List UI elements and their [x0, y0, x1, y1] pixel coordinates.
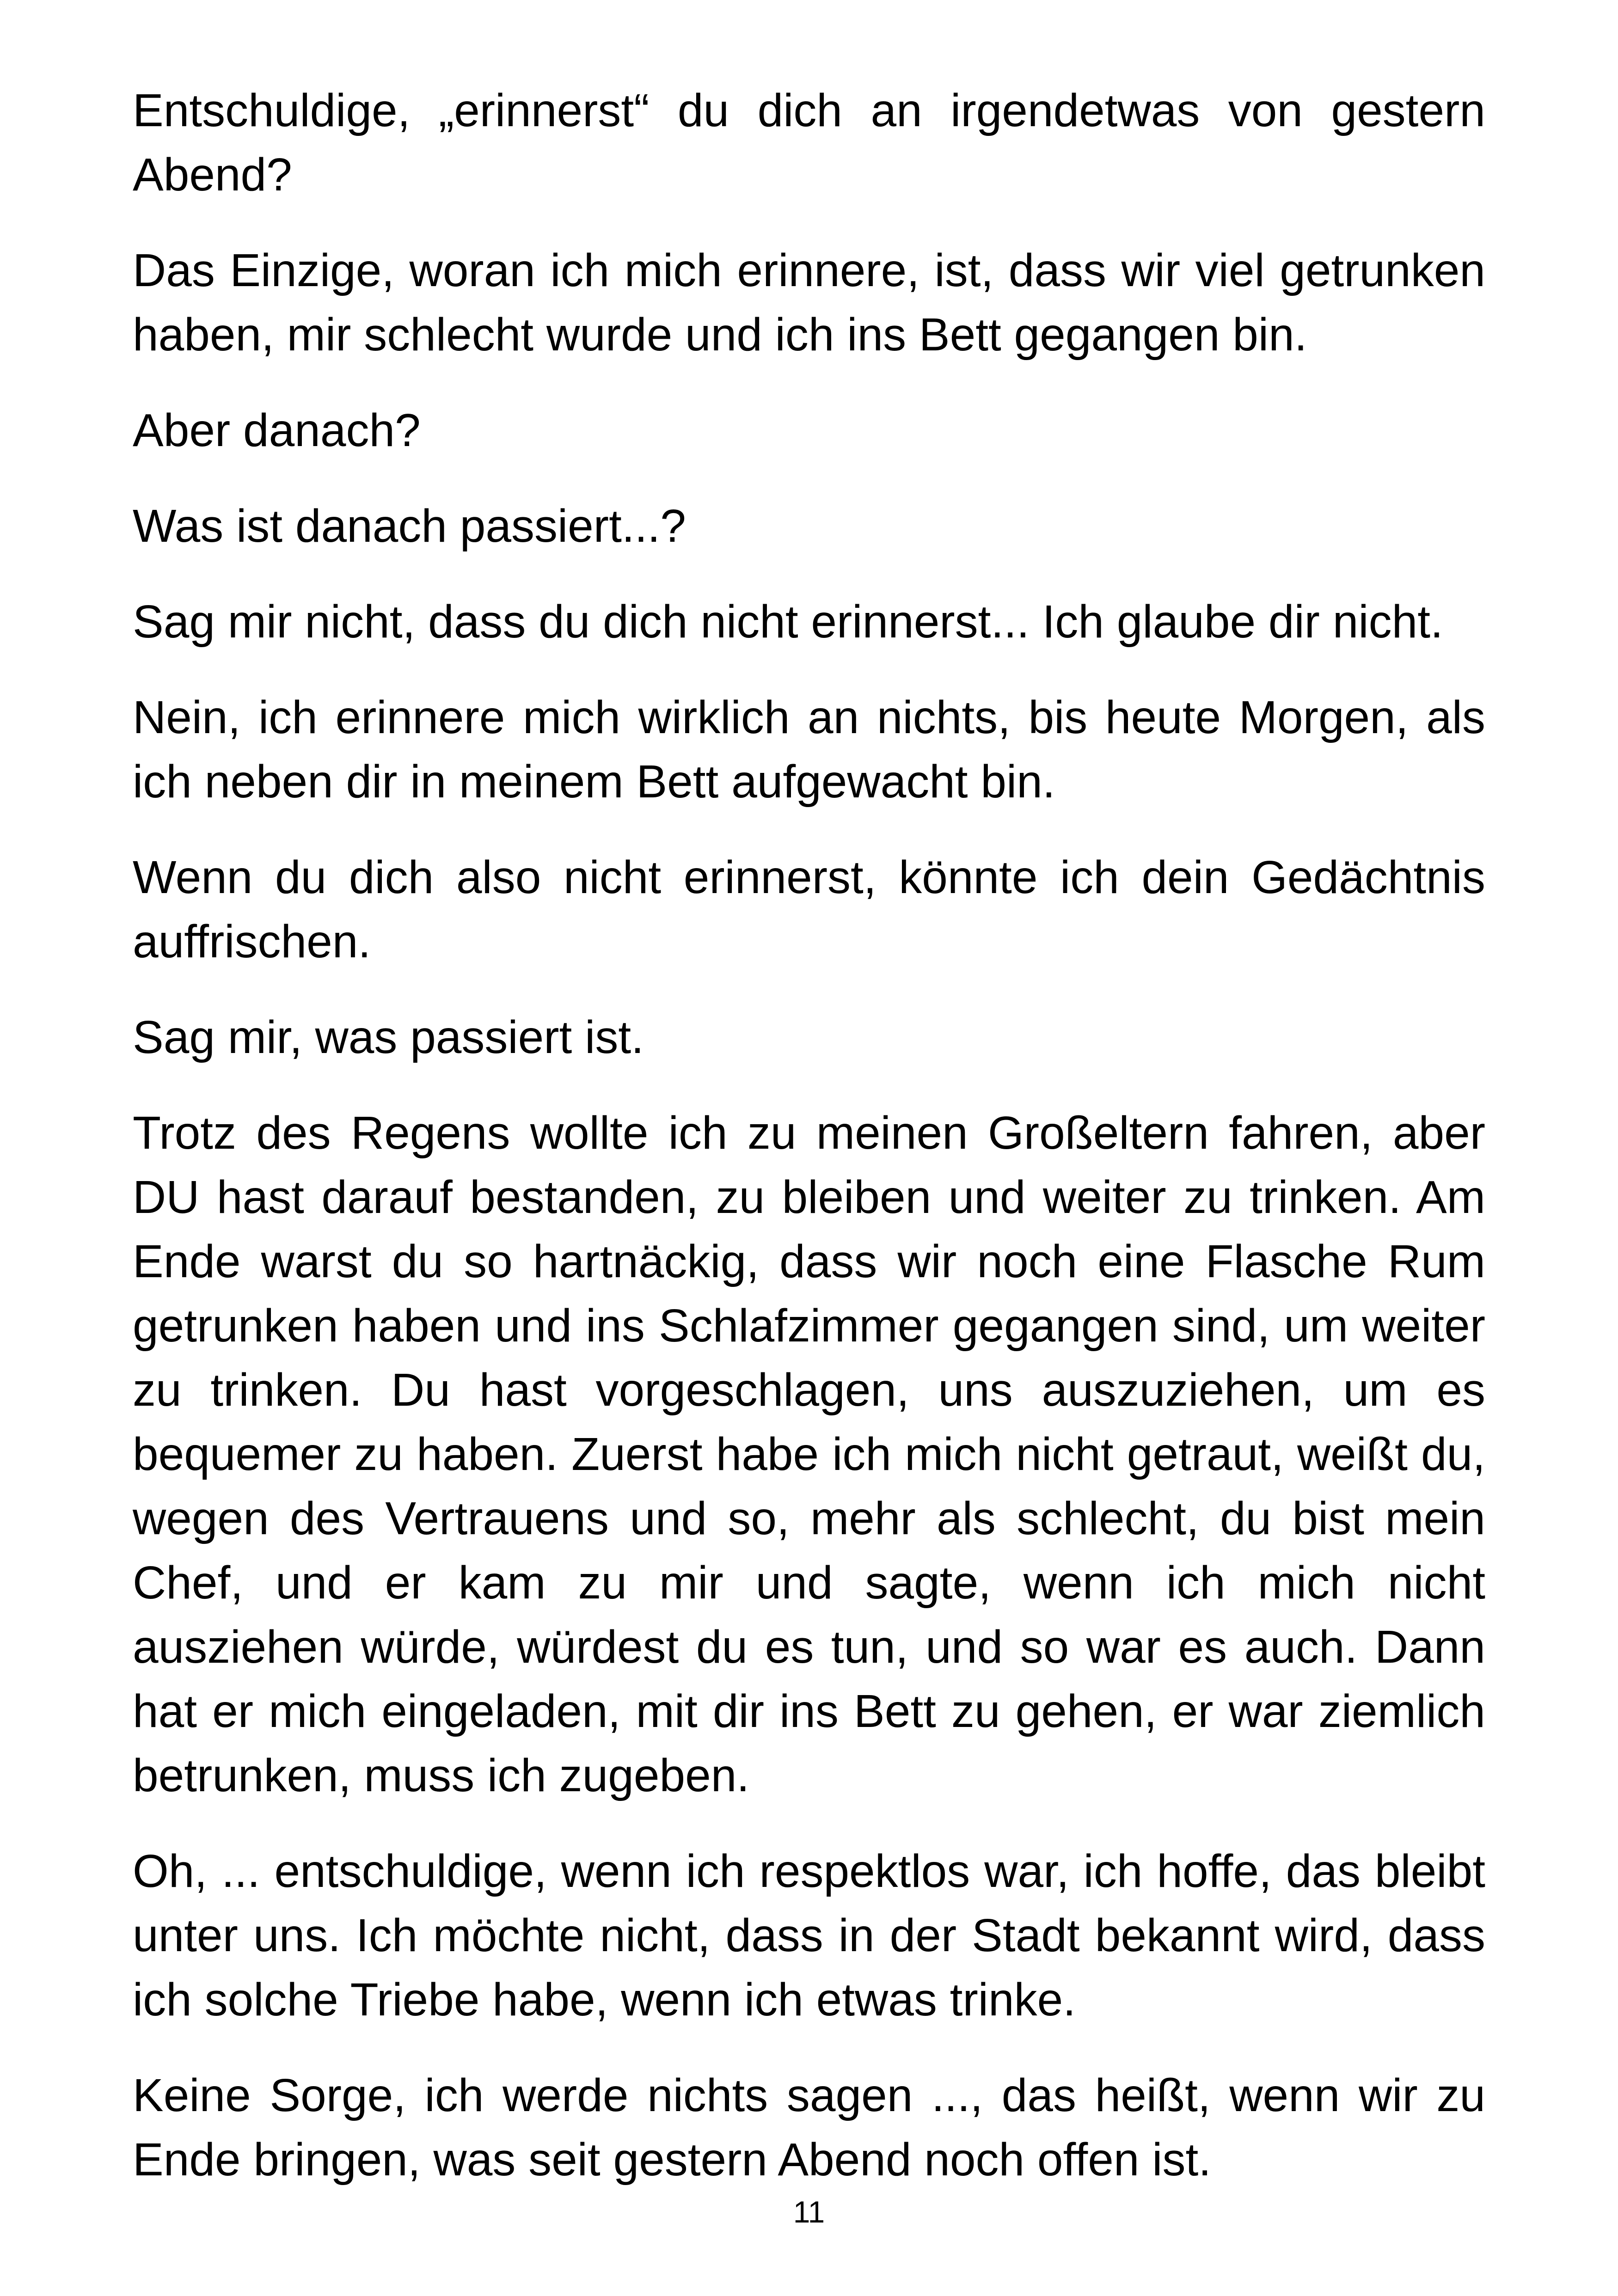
paragraph-4: Was ist danach passiert...?	[133, 500, 686, 552]
paragraph-2: Das Einzige, woran ich mich erinnere, ist, dass wir viel getrunken haben, mir schlecht wurde und ich ins Bett gegangen bin.	[133, 245, 1485, 361]
paragraph-11: Keine Sorge, ich werde nichts sagen ..., das heißt, wenn wir zu Ende bringen, was seit gestern Abend noch offen ist.	[133, 2069, 1485, 2186]
page-number: 11	[793, 2195, 825, 2229]
paragraph-1: Entschuldige, „erinnerst“ du dich an irgendetwas von gestern Abend?	[133, 85, 1485, 201]
paragraph-9: Trotz des Regens wollte ich zu meinen Großeltern fahren, aber DU hast darauf bestanden, zu bleiben und weiter zu trinken. Am Ende warst du so hartnäckig, dass wir noch eine Flasche Rum getrunken haben und ins Schlafzimmer gegangen sind, um weiter zu trinken. Du hast vorgeschlagen, uns auszuziehen, um es bequemer zu haben. Zuerst habe ich mich nicht getraut, weißt du, wegen des Vertrauens und so, mehr als schlecht, du bist mein Chef, und er kam zu mir und sagte, wenn ich mich nicht ausziehen würde, würdest du es tun, und so war es auch. Dann hat er mich eingeladen, mit dir ins Bett zu gehen, er war ziemlich betrunken, muss ich zugeben.	[133, 1107, 1485, 1801]
paragraph-6: Nein, ich erinnere mich wirklich an nichts, bis heute Morgen, als ich neben dir in meinem Bett aufgewacht bin.	[133, 692, 1485, 808]
paragraph-10: Oh, ... entschuldige, wenn ich respektlos war, ich hoffe, das bleibt unter uns. Ich möchte nicht, dass in der Stadt bekannt wird, dass ich solche Triebe habe, wenn ich etwas trinke.	[133, 1845, 1485, 2026]
paragraph-8: Sag mir, was passiert ist.	[133, 1011, 644, 1063]
paragraph-3: Aber danach?	[133, 404, 421, 456]
body-text	[133, 79, 1485, 2223]
paragraph-5: Sag mir nicht, dass du dich nicht erinnerst... Ich glaube dir nicht.	[133, 596, 1443, 648]
paragraph-7: Wenn du dich also nicht erinnerst, könnte ich dein Gedächtnis auffrischen.	[133, 851, 1485, 967]
